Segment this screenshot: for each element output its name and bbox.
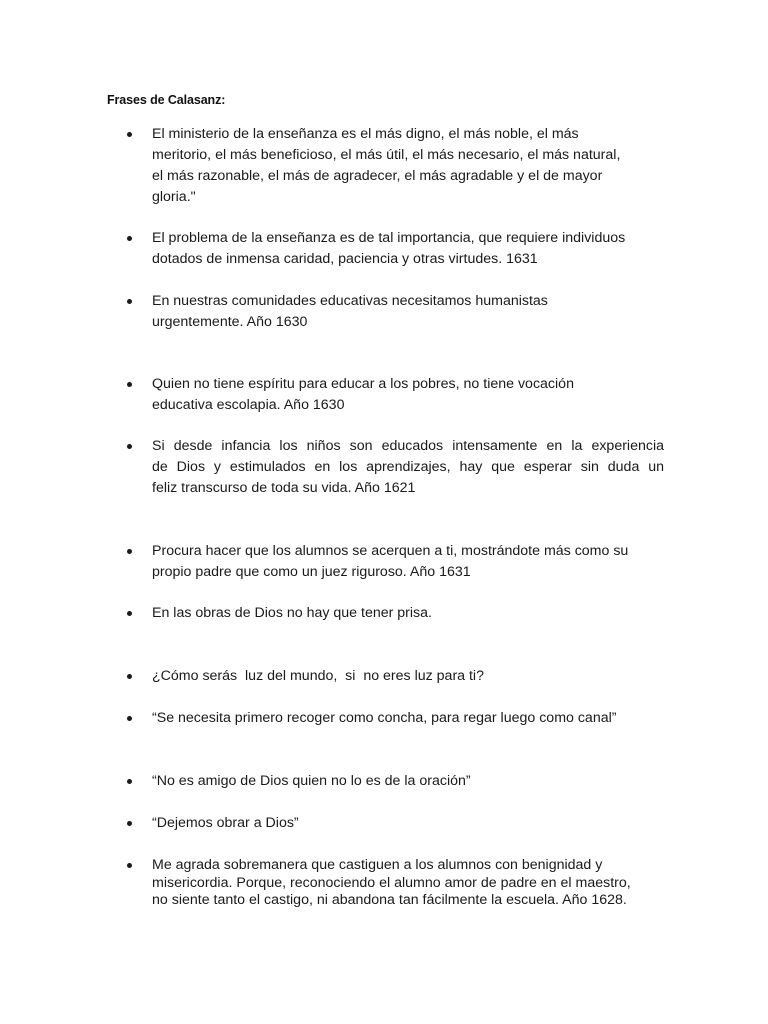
quote-line: propio padre que como un juez riguroso. Año 1631 [152, 564, 471, 580]
quote-line: Si desde infancia los niños son educados intensamente en la experiencia [152, 438, 664, 454]
quote-line: urgentemente. Año 1630 [152, 314, 308, 330]
quote-line: misericordia. Porque, reconociendo el alumno amor de padre en el maestro, [152, 874, 631, 891]
quote-line: dotados de inmensa caridad, paciencia y otras virtudes. 1631 [152, 251, 538, 267]
list-item [152, 857, 664, 910]
bullet-icon [127, 444, 132, 449]
quote-line: Quien no tiene espíritu para educar a los pobres, no tiene vocación [152, 376, 574, 392]
document-title: Frases de Calasanz: [107, 93, 226, 107]
list-item [152, 666, 664, 687]
list-item [152, 436, 664, 499]
bullet-icon [127, 716, 132, 721]
list-item [152, 228, 664, 270]
quote-line: ¿Cómo serás luz del mundo, si no eres luz para ti? [152, 668, 484, 684]
quote-line: El problema de la enseñanza es de tal importancia, que requiere individuos [152, 230, 626, 246]
quote-line: de Dios y estimulados en los aprendizajes, hay que esperar sin duda un [152, 459, 664, 475]
bullet-icon [127, 674, 132, 679]
quote-line: no siente tanto el castigo, ni abandona tan fácilmente la escuela. Año 1628. [152, 892, 627, 908]
quote-line: el más razonable, el más de agradecer, el más agradable y el de mayor [152, 168, 603, 184]
bullet-icon [127, 382, 132, 387]
list-item [152, 771, 664, 792]
list-item [152, 813, 664, 834]
quote-line: “Dejemos obrar a Dios” [152, 815, 299, 831]
quote-line: feliz transcurso de toda su vida. Año 1621 [152, 480, 416, 496]
quote-line: Me agrada sobremanera que castiguen a los alumnos con benignidad y [152, 857, 603, 873]
bullet-icon [127, 236, 132, 241]
list-item [152, 708, 664, 729]
quote-line: Procura hacer que los alumnos se acerquen a ti, mostrándote más como su [152, 543, 629, 559]
quote-line: En nuestras comunidades educativas necesitamos humanistas [152, 293, 548, 309]
quote-line: En las obras de Dios no hay que tener prisa. [152, 605, 432, 621]
bullet-icon [127, 611, 132, 616]
bullet-icon [127, 299, 132, 304]
quote-line: gloria." [152, 189, 196, 205]
quote-line: meritorio, el más beneficioso, el más útil, el más necesario, el más natural, [152, 147, 621, 163]
list-item [152, 291, 664, 333]
list-item [152, 541, 664, 583]
bullet-icon [127, 863, 132, 868]
bullet-icon [127, 549, 132, 554]
quote-line: educativa escolapia. Año 1630 [152, 397, 345, 413]
bullet-icon [127, 779, 132, 784]
quote-line: “Se necesita primero recoger como concha, para regar luego como canal” [152, 710, 617, 726]
bullet-icon [127, 132, 132, 137]
list-item [152, 603, 664, 624]
quote-line: “No es amigo de Dios quien no lo es de la oración” [152, 773, 471, 789]
list-item [152, 124, 664, 208]
list-item [152, 374, 664, 416]
quote-line: El ministerio de la enseñanza es el más digno, el más noble, el más [152, 126, 579, 142]
bullet-icon [127, 821, 132, 826]
